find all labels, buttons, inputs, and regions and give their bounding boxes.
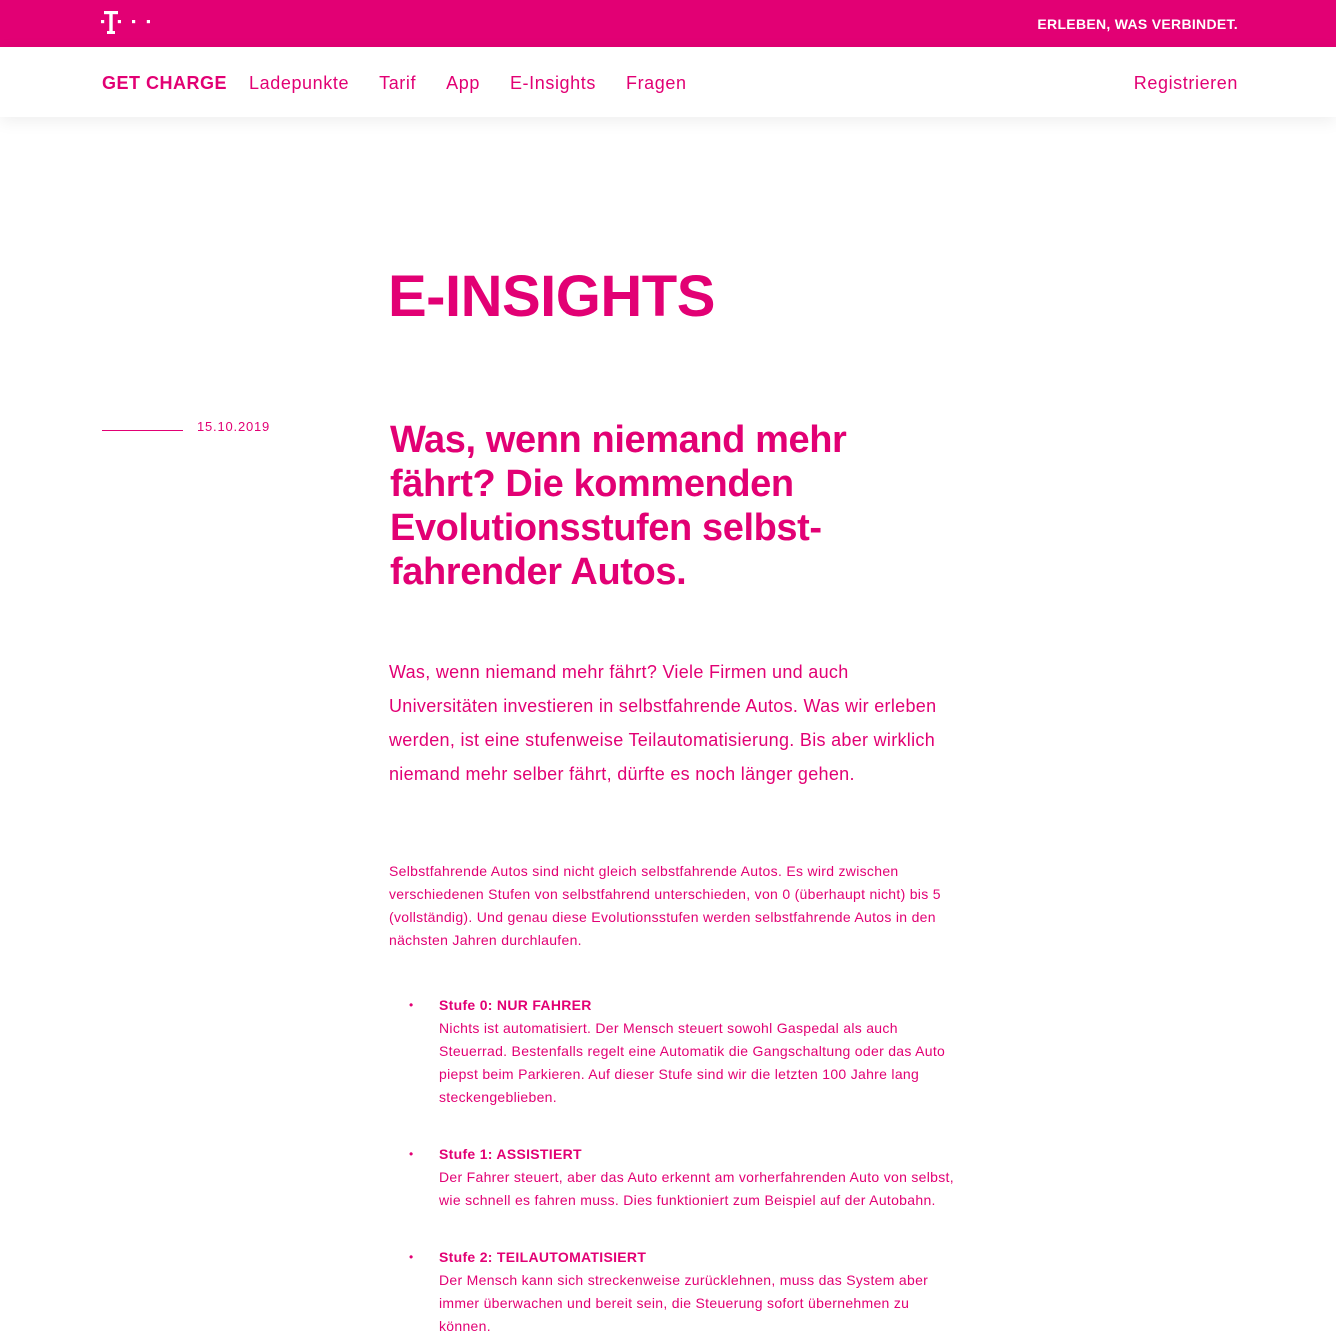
nav-link-fragen[interactable]: Fragen	[625, 73, 687, 93]
bullet-icon: •	[409, 998, 414, 1012]
page-title: E-INSIGHTS	[388, 264, 715, 329]
stage-list	[389, 995, 959, 1338]
brand-slogan: ERLEBEN, WAS VERBINDET.	[1037, 16, 1238, 32]
bullet-icon: •	[409, 1250, 414, 1264]
list-item	[389, 1247, 959, 1338]
article-date: 15.10.2019	[197, 419, 271, 434]
stage-title: Stufe 2: TEILAUTOMATISIERT	[439, 1249, 647, 1265]
stage-title: Stufe 0: NUR FAHRER	[439, 997, 592, 1013]
stage-description: Der Mensch kann sich streckenweise zurücklehnen, muss das System aber immer überwachen und bereit sein, die Steuerung sofort übernehmen zu können.	[439, 1272, 929, 1334]
stage-description: Der Fahrer steuert, aber das Auto erkennt am vorherfahrenden Auto von selbst, wie schnell es fahren muss. Dies funktioniert zum Beispiel auf der Autobahn.	[439, 1169, 954, 1208]
stage-description: Nichts ist automatisiert. Der Mensch steuert sowohl Gaspedal als auch Steuerrad. Bestenfalls regelt eine Automatik die Gangschaltung oder das Auto piepst beim Parkieren. Auf dieser Stufe sind wir die letzten 100 Jahre lang steckengeblieben.	[439, 1020, 946, 1105]
date-divider	[102, 430, 183, 431]
list-item	[389, 995, 959, 1109]
nav-link-ladepunkte[interactable]: Ladepunkte	[249, 73, 350, 93]
register-link[interactable]: Registrieren	[1133, 73, 1238, 93]
stage-title: Stufe 1: ASSISTIERT	[439, 1146, 582, 1162]
telekom-logo-icon[interactable]	[101, 11, 153, 35]
article-intro: Selbstfahrende Autos sind nicht gleich selbstfahrende Autos. Es wird zwischen verschiedenen Stufen von selbstfahrend unterschieden, von 0 (überhaupt nicht) bis 5 (vollständig). Und genau diese Evolutionsstufen werden selbstfahrende Autos in den nächsten Jahren durchlaufen.	[389, 863, 941, 948]
bullet-icon: •	[409, 1147, 414, 1161]
nav-link-app[interactable]: App	[446, 73, 480, 93]
list-item	[389, 1144, 959, 1212]
brand-link[interactable]: GET CHARGE	[102, 73, 228, 93]
main-navigation	[0, 47, 1336, 117]
nav-link-e-insights[interactable]: E-Insights	[509, 73, 596, 93]
nav-links	[249, 72, 687, 94]
nav-link-tarif[interactable]: Tarif	[379, 73, 417, 93]
article-lead: Was, wenn niemand mehr fährt? Viele Firmen und auch Universitäten investieren in selbstfahrende Autos. Was wir erleben werden, ist eine stufenweise Teilautomatisierung. Bis aber wirklich niemand mehr selber fährt, dürfte es noch länger gehen.	[389, 662, 937, 784]
article-title: Was, wenn niemand mehr fährt? Die kommenden Evolutionsstufen selbstfahrender Autos.	[390, 419, 847, 593]
top-brand-bar	[0, 0, 1336, 47]
